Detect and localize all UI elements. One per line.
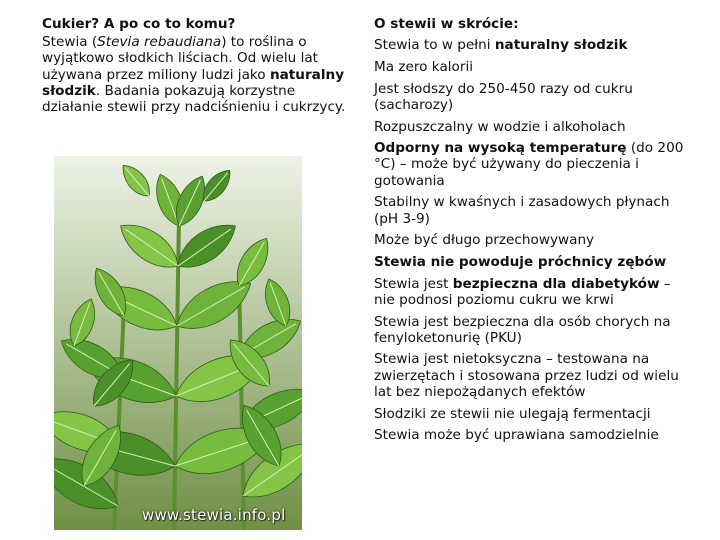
fact-item bbox=[374, 37, 694, 53]
fact-list bbox=[374, 37, 694, 443]
stevia-plant-photo bbox=[54, 156, 302, 530]
fact-item bbox=[374, 254, 694, 270]
summary-section bbox=[374, 16, 694, 449]
photo-watermark: www.stewia.info.pl bbox=[142, 506, 286, 524]
fact-text: Rozpuszczalny w wodzie i alkoholach bbox=[374, 118, 626, 135]
fact-item bbox=[374, 119, 694, 135]
fact-item bbox=[374, 140, 694, 189]
intro-text-1: Stewia ( bbox=[42, 34, 98, 51]
fact-item bbox=[374, 314, 694, 346]
fact-text: (do 200 °C) – może być używany do pieczenia i gotowania bbox=[374, 140, 684, 189]
fact-text: Stewia jest bbox=[374, 275, 453, 292]
fact-bold: bezpieczna dla diabetyków bbox=[452, 275, 660, 292]
intro-section bbox=[42, 16, 352, 115]
intro-bold: naturalny słodzik bbox=[42, 66, 345, 99]
fact-bold: naturalny słodzik bbox=[494, 37, 628, 54]
fact-item bbox=[374, 351, 694, 400]
summary-title: O stewii w skrócie: bbox=[374, 16, 519, 32]
fact-item bbox=[374, 194, 694, 226]
fact-text: Może być długo przechowywany bbox=[374, 232, 595, 249]
fact-item bbox=[374, 406, 694, 422]
fact-text: Jest słodszy do 250-450 razy od cukru (sacharozy) bbox=[374, 80, 633, 113]
intro-title: Cukier? A po co to komu? bbox=[42, 16, 236, 32]
fact-text: Słodziki ze stewii nie ulegają fermentacji bbox=[374, 405, 651, 422]
fact-text: Stewia może być uprawiana samodzielnie bbox=[374, 427, 659, 444]
fact-text: – nie podnosi poziomu cukru we krwi bbox=[374, 275, 671, 308]
fact-text: Stewia to w pełni bbox=[374, 37, 495, 54]
intro-text-3: . Badania pokazują korzystne działanie stewii przy nadciśnieniu i cukrzycy. bbox=[42, 82, 346, 116]
fact-bold: Odporny na wysoką temperaturę bbox=[374, 140, 627, 157]
fact-item bbox=[374, 81, 694, 113]
fact-item bbox=[374, 427, 694, 443]
fact-item bbox=[374, 276, 694, 308]
fact-bold: Stewia nie powoduje próchnicy zębów bbox=[374, 253, 667, 270]
fact-text: Ma zero kalorii bbox=[374, 58, 474, 75]
latin-name: Stevia rebaudiana bbox=[97, 34, 222, 51]
fact-text: Stewia jest nietoksyczna – testowana na zwierzętach i stosowana przez ludzi od wielu lat bez niepożądanych efektów bbox=[374, 351, 679, 400]
fact-item bbox=[374, 232, 694, 248]
plant-illustration bbox=[54, 156, 302, 530]
intro-text-2: ) to roślina o wyjątkowo słodkich liściach. Od wielu lat używana przez miliony ludzi jako bbox=[42, 34, 319, 83]
fact-text: Stewia jest bezpieczna dla osób chorych na fenyloketonurię (PKU) bbox=[374, 313, 671, 346]
fact-item bbox=[374, 59, 694, 75]
intro-paragraph bbox=[42, 34, 352, 115]
fact-text: Stabilny w kwaśnych i zasadowych płynach (pH 3-9) bbox=[374, 194, 670, 227]
